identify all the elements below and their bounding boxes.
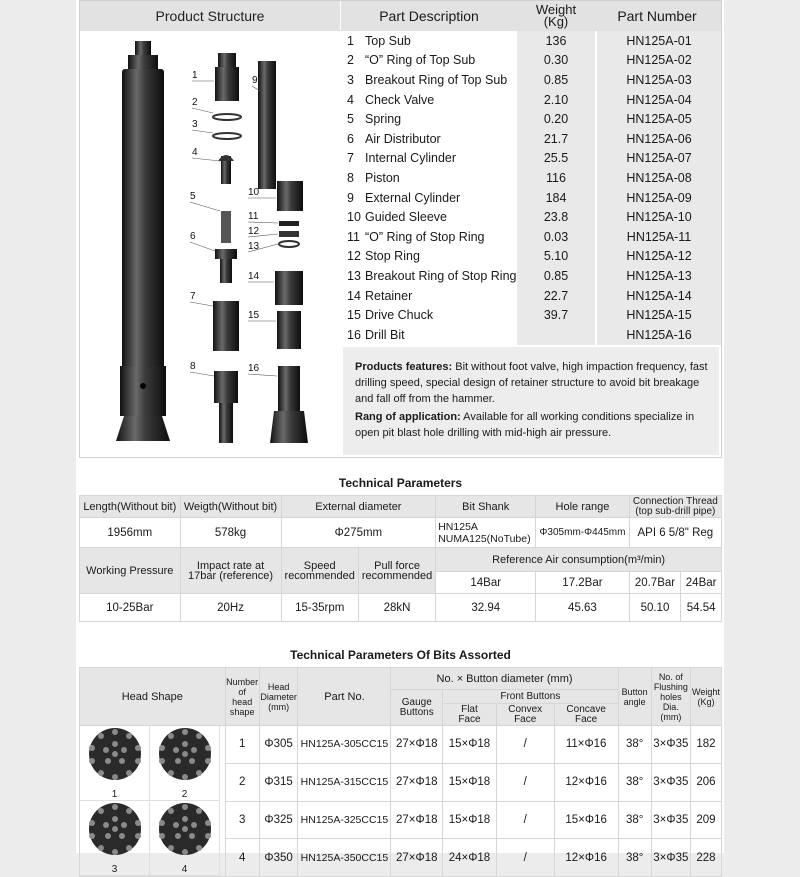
part-name: Guided Sleeve bbox=[365, 210, 448, 225]
hole-range-header: Hole range bbox=[536, 496, 629, 518]
air-consumption-value: 50.10 bbox=[629, 594, 681, 622]
part-name: Air Distributor bbox=[365, 131, 441, 146]
bit-head-grid bbox=[80, 726, 220, 876]
flushing-header: No. of Flushing holes Dia. (mm) bbox=[651, 668, 690, 726]
part-weight: 22.7 bbox=[517, 286, 595, 306]
part-weight: 5.10 bbox=[517, 247, 595, 267]
head-shape-images bbox=[80, 726, 226, 877]
part-index: 12 bbox=[347, 249, 361, 264]
bit-number: 3 bbox=[225, 801, 259, 839]
part-number: HN125A-13 bbox=[597, 266, 721, 286]
bit-number: 2 bbox=[225, 763, 259, 801]
speed-value: 15-35rpm bbox=[281, 594, 358, 622]
air-pressure-header: 14Bar bbox=[436, 572, 536, 594]
flushing-holes: 3×Φ35 bbox=[651, 763, 690, 801]
parts-table-body bbox=[341, 31, 721, 345]
part-number: HN125A-09 bbox=[597, 188, 721, 208]
hole-range-value: Φ305mm-Φ445mm bbox=[536, 518, 629, 548]
part-number: HN125A-03 bbox=[597, 70, 721, 90]
svg-text:15: 15 bbox=[248, 310, 260, 321]
part-number: HN125A-08 bbox=[597, 168, 721, 188]
part-name: Breakout Ring of Stop Ring bbox=[365, 268, 517, 283]
part-index: 16 bbox=[347, 327, 361, 342]
bit-shank-value: HN125A NUMA125(NoTube) bbox=[436, 518, 536, 548]
part-weight: 25.5 bbox=[517, 149, 595, 169]
part-index: 3 bbox=[347, 72, 354, 87]
part-description bbox=[341, 305, 517, 325]
svg-text:7: 7 bbox=[190, 291, 196, 302]
part-number: HN125A-05 bbox=[597, 109, 721, 129]
bit-diameter: Φ350 bbox=[259, 839, 298, 877]
air-consumption-value: 32.94 bbox=[436, 594, 536, 622]
col-weight: Weight (Kg) bbox=[535, 2, 577, 29]
parts-row bbox=[341, 149, 721, 169]
product-features: Products features: Bit without foot valve, high impaction frequency, fast drilling speed, special design of retainer structure to avoid bit breakage and fall off from the hammer. Rang of application: Available for all working conditions specialize in open pit blast hole drilling with mid-high air pressure. bbox=[343, 347, 719, 455]
impact-rate-header: Impact rate at 17bar (reference) bbox=[180, 548, 281, 594]
button-angle: 38° bbox=[618, 801, 651, 839]
part-number: HN125A-12 bbox=[597, 247, 721, 267]
parts-row bbox=[341, 51, 721, 71]
part-index: 5 bbox=[347, 112, 354, 127]
part-name: External Cylinder bbox=[365, 190, 461, 205]
part-description bbox=[341, 227, 517, 247]
part-name: Spring bbox=[365, 112, 402, 127]
part-number: HN125A-06 bbox=[597, 129, 721, 149]
speed-header: Speed recommended bbox=[281, 548, 358, 594]
flat-face: 24×Φ18 bbox=[443, 839, 497, 877]
part-number: HN125A-15 bbox=[597, 305, 721, 325]
part-weight: 0.03 bbox=[517, 227, 595, 247]
svg-text:14: 14 bbox=[248, 271, 260, 282]
external-diameter-header: External diameter bbox=[281, 496, 436, 518]
part-number: HN125A-14 bbox=[597, 286, 721, 306]
bit-head-image bbox=[80, 726, 150, 801]
flat-face: 15×Φ18 bbox=[443, 763, 497, 801]
front-buttons-header: Front Buttons bbox=[443, 690, 619, 704]
button-angle: 38° bbox=[618, 763, 651, 801]
part-weight: 0.20 bbox=[517, 109, 595, 129]
parts-row bbox=[341, 286, 721, 306]
external-diameter-value: Φ275mm bbox=[281, 518, 436, 548]
part-name: Top Sub bbox=[365, 33, 411, 48]
bit-head-image bbox=[150, 726, 220, 801]
button-angle: 38° bbox=[618, 726, 651, 764]
bit-head-label: 3 bbox=[111, 864, 118, 875]
svg-text:3: 3 bbox=[192, 119, 198, 130]
gauge-buttons-header: Gauge Buttons bbox=[391, 690, 443, 726]
parts-row bbox=[341, 90, 721, 110]
gauge-buttons: 27×Φ18 bbox=[391, 801, 443, 839]
convex-face: / bbox=[496, 763, 554, 801]
part-name: “O” Ring of Stop Ring bbox=[365, 229, 485, 244]
air-pressure-header: 17.2Bar bbox=[536, 572, 629, 594]
svg-text:10: 10 bbox=[248, 187, 260, 198]
part-weight: 23.8 bbox=[517, 207, 595, 227]
parts-row bbox=[341, 305, 721, 325]
col-part-description: Part Description bbox=[379, 8, 479, 24]
part-description bbox=[341, 90, 517, 110]
svg-text:13: 13 bbox=[248, 241, 260, 252]
part-name: “O” Ring of Top Sub bbox=[365, 53, 476, 68]
bit-part-no: HN125A-350CC15 bbox=[298, 839, 391, 877]
part-index: 15 bbox=[347, 308, 361, 323]
part-number: HN125A-04 bbox=[597, 90, 721, 110]
svg-text:5: 5 bbox=[190, 191, 196, 202]
bit-weight: 228 bbox=[690, 839, 721, 877]
part-description bbox=[341, 31, 517, 51]
number-header: Number of head shape bbox=[225, 668, 259, 726]
bit-row bbox=[80, 726, 722, 764]
svg-text:2: 2 bbox=[192, 97, 198, 108]
part-index: 11 bbox=[347, 229, 360, 244]
button-diameter-header: No. × Button diameter (mm) bbox=[391, 668, 618, 690]
connection-thread-value: API 6 5/8" Reg bbox=[629, 518, 721, 548]
part-name: Drill Bit bbox=[365, 327, 405, 342]
part-weight: 2.10 bbox=[517, 90, 595, 110]
parts-row bbox=[341, 188, 721, 208]
bit-part-no: HN125A-305CC15 bbox=[298, 726, 391, 764]
flat-face: 15×Φ18 bbox=[443, 801, 497, 839]
bit-head-label: 4 bbox=[181, 864, 188, 875]
flat-face-header: Flat Face bbox=[443, 704, 497, 726]
connection-thread-header: Connection Thread (top sub-drill pipe) bbox=[629, 496, 721, 518]
convex-face: / bbox=[496, 726, 554, 764]
bit-weight: 182 bbox=[690, 726, 721, 764]
svg-text:16: 16 bbox=[248, 363, 260, 374]
bit-diameter: Φ325 bbox=[259, 801, 298, 839]
bit-head-image bbox=[150, 801, 220, 876]
part-weight: 136 bbox=[517, 31, 595, 51]
svg-text:9: 9 bbox=[252, 75, 258, 86]
working-pressure-value: 10-25Bar bbox=[80, 594, 181, 622]
bits-assorted-title: Technical Parameters Of Bits Assorted bbox=[290, 648, 511, 662]
flushing-holes: 3×Φ35 bbox=[651, 726, 690, 764]
col-part-number: Part Number bbox=[617, 8, 697, 24]
part-description bbox=[341, 207, 517, 227]
bit-number: 1 bbox=[225, 726, 259, 764]
svg-text:8: 8 bbox=[190, 361, 196, 372]
bit-part-no: HN125A-315CC15 bbox=[298, 763, 391, 801]
part-index: 2 bbox=[347, 53, 354, 68]
parts-row bbox=[341, 109, 721, 129]
concave-face: 12×Φ16 bbox=[554, 839, 618, 877]
weight-value: 578kg bbox=[180, 518, 281, 548]
part-name: Piston bbox=[365, 170, 400, 185]
air-consumption-header: Reference Air consumption(m³/min) bbox=[436, 548, 722, 572]
part-description bbox=[341, 247, 517, 267]
weight-header: Weight (Kg) bbox=[690, 668, 721, 726]
part-name: Stop Ring bbox=[365, 249, 420, 264]
part-index: 4 bbox=[347, 92, 354, 107]
convex-face: / bbox=[496, 801, 554, 839]
part-description bbox=[341, 109, 517, 129]
part-no-header: Part No. bbox=[298, 668, 391, 726]
part-description bbox=[341, 168, 517, 188]
product-structure-title: Product Structure bbox=[80, 1, 340, 31]
bit-shank-header: Bit Shank bbox=[436, 496, 536, 518]
concave-face: 11×Φ16 bbox=[554, 726, 618, 764]
flushing-holes: 3×Φ35 bbox=[651, 801, 690, 839]
length-value: 1956mm bbox=[80, 518, 181, 548]
part-index: 1 bbox=[347, 33, 354, 48]
pull-force-value: 28kN bbox=[358, 594, 435, 622]
svg-text:6: 6 bbox=[190, 231, 196, 242]
parts-row bbox=[341, 129, 721, 149]
part-index: 7 bbox=[347, 151, 354, 166]
bit-diameter: Φ305 bbox=[259, 726, 298, 764]
parts-row bbox=[341, 168, 721, 188]
bit-weight: 206 bbox=[690, 763, 721, 801]
air-pressure-header: 20.7Bar bbox=[629, 572, 681, 594]
part-description bbox=[341, 129, 517, 149]
part-index: 10 bbox=[347, 210, 361, 225]
bit-diameter: Φ315 bbox=[259, 763, 298, 801]
impact-rate-value: 20Hz bbox=[180, 594, 281, 622]
part-weight: 39.7 bbox=[517, 305, 595, 325]
button-angle-header: Button angle bbox=[618, 668, 651, 726]
part-index: 6 bbox=[347, 131, 354, 146]
part-weight: 0.85 bbox=[517, 70, 595, 90]
concave-face: 15×Φ16 bbox=[554, 801, 618, 839]
bit-weight: 209 bbox=[690, 801, 721, 839]
part-index: 13 bbox=[347, 268, 361, 283]
svg-text:1: 1 bbox=[192, 70, 198, 81]
weight-header: Weigth(Without bit) bbox=[180, 496, 281, 518]
part-number: HN125A-16 bbox=[597, 325, 721, 345]
parts-row bbox=[341, 266, 721, 286]
part-name: Breakout Ring of Top Sub bbox=[365, 72, 508, 87]
part-number: HN125A-11 bbox=[597, 227, 721, 247]
parts-table bbox=[341, 1, 721, 345]
part-weight: 0.85 bbox=[517, 266, 595, 286]
part-description bbox=[341, 51, 517, 71]
part-description bbox=[341, 325, 517, 345]
product-panel bbox=[79, 0, 722, 458]
part-name: Check Valve bbox=[365, 92, 435, 107]
concave-face-header: Concave Face bbox=[554, 704, 618, 726]
svg-text:4: 4 bbox=[192, 147, 198, 158]
air-consumption-value: 45.63 bbox=[536, 594, 629, 622]
bit-number: 4 bbox=[225, 839, 259, 877]
part-weight: 21.7 bbox=[517, 129, 595, 149]
technical-parameters-title: Technical Parameters bbox=[338, 476, 463, 490]
part-description bbox=[341, 188, 517, 208]
concave-face: 12×Φ16 bbox=[554, 763, 618, 801]
gauge-buttons: 27×Φ18 bbox=[391, 726, 443, 764]
technical-parameters-table bbox=[79, 495, 722, 622]
exploded-view-illustration bbox=[80, 31, 340, 458]
working-pressure-header: Working Pressure bbox=[80, 548, 181, 594]
part-weight: 116 bbox=[517, 168, 595, 188]
flat-face: 15×Φ18 bbox=[443, 726, 497, 764]
parts-row bbox=[341, 227, 721, 247]
part-name: Internal Cylinder bbox=[365, 151, 457, 166]
parts-row bbox=[341, 207, 721, 227]
part-weight bbox=[517, 325, 595, 345]
bit-head-label: 2 bbox=[181, 789, 188, 800]
assembled-hammer-image bbox=[116, 41, 170, 441]
gauge-buttons: 27×Φ18 bbox=[391, 763, 443, 801]
convex-face-header: Convex Face bbox=[496, 704, 554, 726]
bit-part-no: HN125A-325CC15 bbox=[298, 801, 391, 839]
part-description bbox=[341, 70, 517, 90]
parts-row bbox=[341, 70, 721, 90]
svg-text:11: 11 bbox=[248, 211, 259, 222]
diameter-header: Head Diameter (mm) bbox=[259, 668, 298, 726]
svg-text:12: 12 bbox=[248, 226, 260, 237]
parts-row bbox=[341, 31, 721, 51]
bit-head-label: 1 bbox=[111, 789, 118, 800]
part-number: HN125A-10 bbox=[597, 207, 721, 227]
part-weight: 184 bbox=[517, 188, 595, 208]
flushing-holes: 3×Φ35 bbox=[651, 839, 690, 877]
parts-row bbox=[341, 325, 721, 345]
gauge-buttons: 27×Φ18 bbox=[391, 839, 443, 877]
part-index: 14 bbox=[347, 288, 361, 303]
part-description bbox=[341, 266, 517, 286]
air-pressure-header: 24Bar bbox=[681, 572, 722, 594]
part-number: HN125A-01 bbox=[597, 31, 721, 51]
parts-table-header bbox=[341, 1, 721, 31]
air-consumption-value: 54.54 bbox=[681, 594, 722, 622]
bits-assorted-table bbox=[79, 667, 722, 877]
part-description bbox=[341, 149, 517, 169]
part-index: 8 bbox=[347, 170, 354, 185]
part-index: 9 bbox=[347, 190, 354, 205]
part-name: Retainer bbox=[365, 288, 413, 303]
parts-row bbox=[341, 247, 721, 267]
bit-head-image bbox=[80, 801, 150, 876]
part-description bbox=[341, 286, 517, 306]
part-number: HN125A-07 bbox=[597, 149, 721, 169]
part-weight: 0.30 bbox=[517, 51, 595, 71]
length-header: Length(Without bit) bbox=[80, 496, 181, 518]
convex-face: / bbox=[496, 839, 554, 877]
part-number: HN125A-02 bbox=[597, 51, 721, 71]
head-shape-header: Head Shape bbox=[80, 668, 226, 726]
button-angle: 38° bbox=[618, 839, 651, 877]
part-name: Drive Chuck bbox=[365, 308, 434, 323]
pull-force-header: Pull force recommended bbox=[358, 548, 435, 594]
